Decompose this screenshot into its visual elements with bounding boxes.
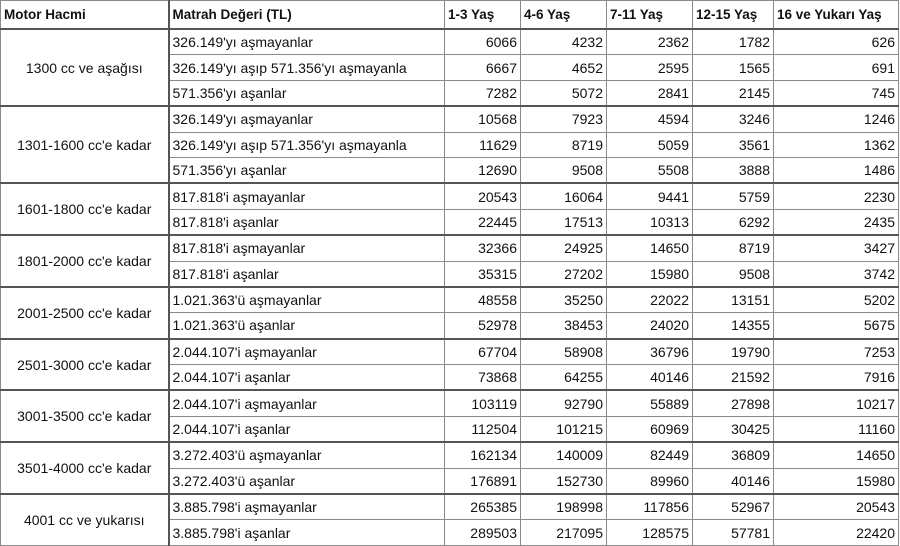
tax-value-cell: 10217 bbox=[774, 390, 899, 416]
tax-value-cell: 11160 bbox=[774, 416, 899, 442]
tax-value-cell: 17513 bbox=[521, 209, 607, 235]
matrah-cell: 326.149'yı aşmayanlar bbox=[169, 29, 445, 55]
tax-value-cell: 2362 bbox=[607, 29, 693, 55]
tax-value-cell: 40146 bbox=[693, 468, 774, 494]
tax-value-cell: 20543 bbox=[774, 494, 899, 520]
matrah-cell: 3.885.798'i aşmayanlar bbox=[169, 494, 445, 520]
tax-value-cell: 20543 bbox=[445, 183, 521, 209]
tax-value-cell: 55889 bbox=[607, 390, 693, 416]
motor-hacmi-cell: 2501-3000 cc'e kadar bbox=[1, 339, 169, 391]
motor-group bbox=[1, 29, 899, 106]
tax-value-cell: 289503 bbox=[445, 520, 521, 545]
tax-value-cell: 64255 bbox=[521, 365, 607, 391]
tax-value-cell: 140009 bbox=[521, 442, 607, 468]
tax-value-cell: 4652 bbox=[521, 55, 607, 80]
tax-value-cell: 4232 bbox=[521, 29, 607, 55]
table-row bbox=[1, 442, 899, 468]
tax-value-cell: 1782 bbox=[693, 29, 774, 55]
tax-value-cell: 8719 bbox=[521, 132, 607, 157]
motor-group bbox=[1, 390, 899, 442]
tax-value-cell: 52967 bbox=[693, 494, 774, 520]
tax-value-cell: 152730 bbox=[521, 468, 607, 494]
header-age-1-3: 1-3 Yaş bbox=[445, 1, 521, 30]
matrah-cell: 1.021.363'ü aşanlar bbox=[169, 313, 445, 339]
tax-value-cell: 19790 bbox=[693, 339, 774, 365]
tax-value-cell: 1565 bbox=[693, 55, 774, 80]
tax-value-cell: 691 bbox=[774, 55, 899, 80]
tax-value-cell: 117856 bbox=[607, 494, 693, 520]
tax-value-cell: 745 bbox=[774, 80, 899, 106]
matrah-cell: 817.818'i aşanlar bbox=[169, 209, 445, 235]
motor-group bbox=[1, 442, 899, 494]
tax-value-cell: 14355 bbox=[693, 313, 774, 339]
tax-value-cell: 10313 bbox=[607, 209, 693, 235]
matrah-cell: 326.149'yı aşıp 571.356'yı aşmayanla bbox=[169, 55, 445, 80]
tax-value-cell: 48558 bbox=[445, 287, 521, 313]
matrah-cell: 817.818'i aşanlar bbox=[169, 261, 445, 287]
tax-value-cell: 38453 bbox=[521, 313, 607, 339]
tax-value-cell: 128575 bbox=[607, 520, 693, 545]
tax-value-cell: 7923 bbox=[521, 106, 607, 132]
tax-value-cell: 5072 bbox=[521, 80, 607, 106]
tax-value-cell: 22420 bbox=[774, 520, 899, 545]
matrah-cell: 571.356'yı aşanlar bbox=[169, 80, 445, 106]
tax-value-cell: 626 bbox=[774, 29, 899, 55]
tax-value-cell: 162134 bbox=[445, 442, 521, 468]
motor-group bbox=[1, 106, 899, 183]
tax-value-cell: 2595 bbox=[607, 55, 693, 80]
tax-value-cell: 6667 bbox=[445, 55, 521, 80]
tax-value-cell: 9508 bbox=[521, 157, 607, 183]
tax-value-cell: 40146 bbox=[607, 365, 693, 391]
tax-value-cell: 27202 bbox=[521, 261, 607, 287]
tax-value-cell: 13151 bbox=[693, 287, 774, 313]
motor-hacmi-cell: 1301-1600 cc'e kadar bbox=[1, 106, 169, 183]
tax-value-cell: 36809 bbox=[693, 442, 774, 468]
table-row bbox=[1, 235, 899, 261]
tax-value-cell: 5202 bbox=[774, 287, 899, 313]
matrah-cell: 817.818'i aşmayanlar bbox=[169, 235, 445, 261]
tax-value-cell: 57781 bbox=[693, 520, 774, 545]
header-age-7-11: 7-11 Yaş bbox=[607, 1, 693, 30]
tax-value-cell: 36796 bbox=[607, 339, 693, 365]
table-row bbox=[1, 494, 899, 520]
motor-group bbox=[1, 235, 899, 287]
tax-value-cell: 2230 bbox=[774, 183, 899, 209]
motor-hacmi-cell: 1300 cc ve aşağısı bbox=[1, 29, 169, 106]
tax-value-cell: 3561 bbox=[693, 132, 774, 157]
matrah-cell: 3.885.798'i aşanlar bbox=[169, 520, 445, 545]
tax-value-cell: 32366 bbox=[445, 235, 521, 261]
tax-value-cell: 5759 bbox=[693, 183, 774, 209]
motor-hacmi-cell: 3501-4000 cc'e kadar bbox=[1, 442, 169, 494]
tax-value-cell: 22022 bbox=[607, 287, 693, 313]
tax-value-cell: 27898 bbox=[693, 390, 774, 416]
motor-hacmi-cell: 4001 cc ve yukarısı bbox=[1, 494, 169, 545]
tax-value-cell: 6292 bbox=[693, 209, 774, 235]
tax-value-cell: 1362 bbox=[774, 132, 899, 157]
tax-value-cell: 35250 bbox=[521, 287, 607, 313]
table-row bbox=[1, 287, 899, 313]
tax-value-cell: 15980 bbox=[774, 468, 899, 494]
motor-group bbox=[1, 183, 899, 235]
tax-value-cell: 8719 bbox=[693, 235, 774, 261]
tax-value-cell: 3427 bbox=[774, 235, 899, 261]
tax-value-cell: 265385 bbox=[445, 494, 521, 520]
tax-value-cell: 67704 bbox=[445, 339, 521, 365]
tax-value-cell: 92790 bbox=[521, 390, 607, 416]
motor-hacmi-cell: 1801-2000 cc'e kadar bbox=[1, 235, 169, 287]
tax-value-cell: 73868 bbox=[445, 365, 521, 391]
tax-value-cell: 2145 bbox=[693, 80, 774, 106]
tax-value-cell: 89960 bbox=[607, 468, 693, 494]
header-matrah: Matrah Değeri (TL) bbox=[169, 1, 445, 30]
motor-hacmi-cell: 3001-3500 cc'e kadar bbox=[1, 390, 169, 442]
header-motor-hacmi: Motor Hacmi bbox=[1, 1, 169, 30]
tax-value-cell: 112504 bbox=[445, 416, 521, 442]
tax-value-cell: 16064 bbox=[521, 183, 607, 209]
tax-value-cell: 3742 bbox=[774, 261, 899, 287]
motor-hacmi-cell: 2001-2500 cc'e kadar bbox=[1, 287, 169, 339]
tax-value-cell: 3246 bbox=[693, 106, 774, 132]
tax-value-cell: 58908 bbox=[521, 339, 607, 365]
tax-value-cell: 198998 bbox=[521, 494, 607, 520]
matrah-cell: 326.149'yı aşmayanlar bbox=[169, 106, 445, 132]
tax-value-cell: 7916 bbox=[774, 365, 899, 391]
tax-value-cell: 35315 bbox=[445, 261, 521, 287]
table-row bbox=[1, 390, 899, 416]
tax-value-cell: 10568 bbox=[445, 106, 521, 132]
tax-value-cell: 3888 bbox=[693, 157, 774, 183]
header-row bbox=[1, 1, 899, 30]
tax-value-cell: 176891 bbox=[445, 468, 521, 494]
tax-value-cell: 4594 bbox=[607, 106, 693, 132]
tax-value-cell: 52978 bbox=[445, 313, 521, 339]
matrah-cell: 326.149'yı aşıp 571.356'yı aşmayanla bbox=[169, 132, 445, 157]
tax-value-cell: 2435 bbox=[774, 209, 899, 235]
tax-value-cell: 15980 bbox=[607, 261, 693, 287]
header-age-4-6: 4-6 Yaş bbox=[521, 1, 607, 30]
matrah-cell: 2.044.107'i aşmayanlar bbox=[169, 339, 445, 365]
matrah-cell: 2.044.107'i aşanlar bbox=[169, 365, 445, 391]
tax-value-cell: 7253 bbox=[774, 339, 899, 365]
tax-value-cell: 217095 bbox=[521, 520, 607, 545]
tax-value-cell: 14650 bbox=[774, 442, 899, 468]
matrah-cell: 2.044.107'i aşmayanlar bbox=[169, 390, 445, 416]
table-row bbox=[1, 339, 899, 365]
matrah-cell: 817.818'i aşmayanlar bbox=[169, 183, 445, 209]
tax-value-cell: 2841 bbox=[607, 80, 693, 106]
motor-group bbox=[1, 339, 899, 391]
tax-value-cell: 6066 bbox=[445, 29, 521, 55]
tax-value-cell: 21592 bbox=[693, 365, 774, 391]
header-age-16-plus: 16 ve Yukarı Yaş bbox=[774, 1, 899, 30]
tax-value-cell: 11629 bbox=[445, 132, 521, 157]
motor-group bbox=[1, 287, 899, 339]
tax-value-cell: 9441 bbox=[607, 183, 693, 209]
table-row bbox=[1, 29, 899, 55]
tax-value-cell: 5675 bbox=[774, 313, 899, 339]
matrah-cell: 571.356'yı aşanlar bbox=[169, 157, 445, 183]
tax-value-cell: 7282 bbox=[445, 80, 521, 106]
tax-value-cell: 24925 bbox=[521, 235, 607, 261]
tax-value-cell: 5508 bbox=[607, 157, 693, 183]
matrah-cell: 2.044.107'i aşanlar bbox=[169, 416, 445, 442]
motor-hacmi-cell: 1601-1800 cc'e kadar bbox=[1, 183, 169, 235]
header-age-12-15: 12-15 Yaş bbox=[693, 1, 774, 30]
tax-value-cell: 24020 bbox=[607, 313, 693, 339]
tax-value-cell: 14650 bbox=[607, 235, 693, 261]
tax-value-cell: 5059 bbox=[607, 132, 693, 157]
table-row bbox=[1, 106, 899, 132]
matrah-cell: 3.272.403'ü aşanlar bbox=[169, 468, 445, 494]
matrah-cell: 1.021.363'ü aşmayanlar bbox=[169, 287, 445, 313]
tax-value-cell: 101215 bbox=[521, 416, 607, 442]
tax-value-cell: 1246 bbox=[774, 106, 899, 132]
matrah-cell: 3.272.403'ü aşmayanlar bbox=[169, 442, 445, 468]
tax-value-cell: 103119 bbox=[445, 390, 521, 416]
table-row bbox=[1, 183, 899, 209]
tax-value-cell: 9508 bbox=[693, 261, 774, 287]
tax-value-cell: 30425 bbox=[693, 416, 774, 442]
tax-value-cell: 60969 bbox=[607, 416, 693, 442]
tax-value-cell: 12690 bbox=[445, 157, 521, 183]
tax-value-cell: 22445 bbox=[445, 209, 521, 235]
tax-value-cell: 1486 bbox=[774, 157, 899, 183]
tax-value-cell: 82449 bbox=[607, 442, 693, 468]
